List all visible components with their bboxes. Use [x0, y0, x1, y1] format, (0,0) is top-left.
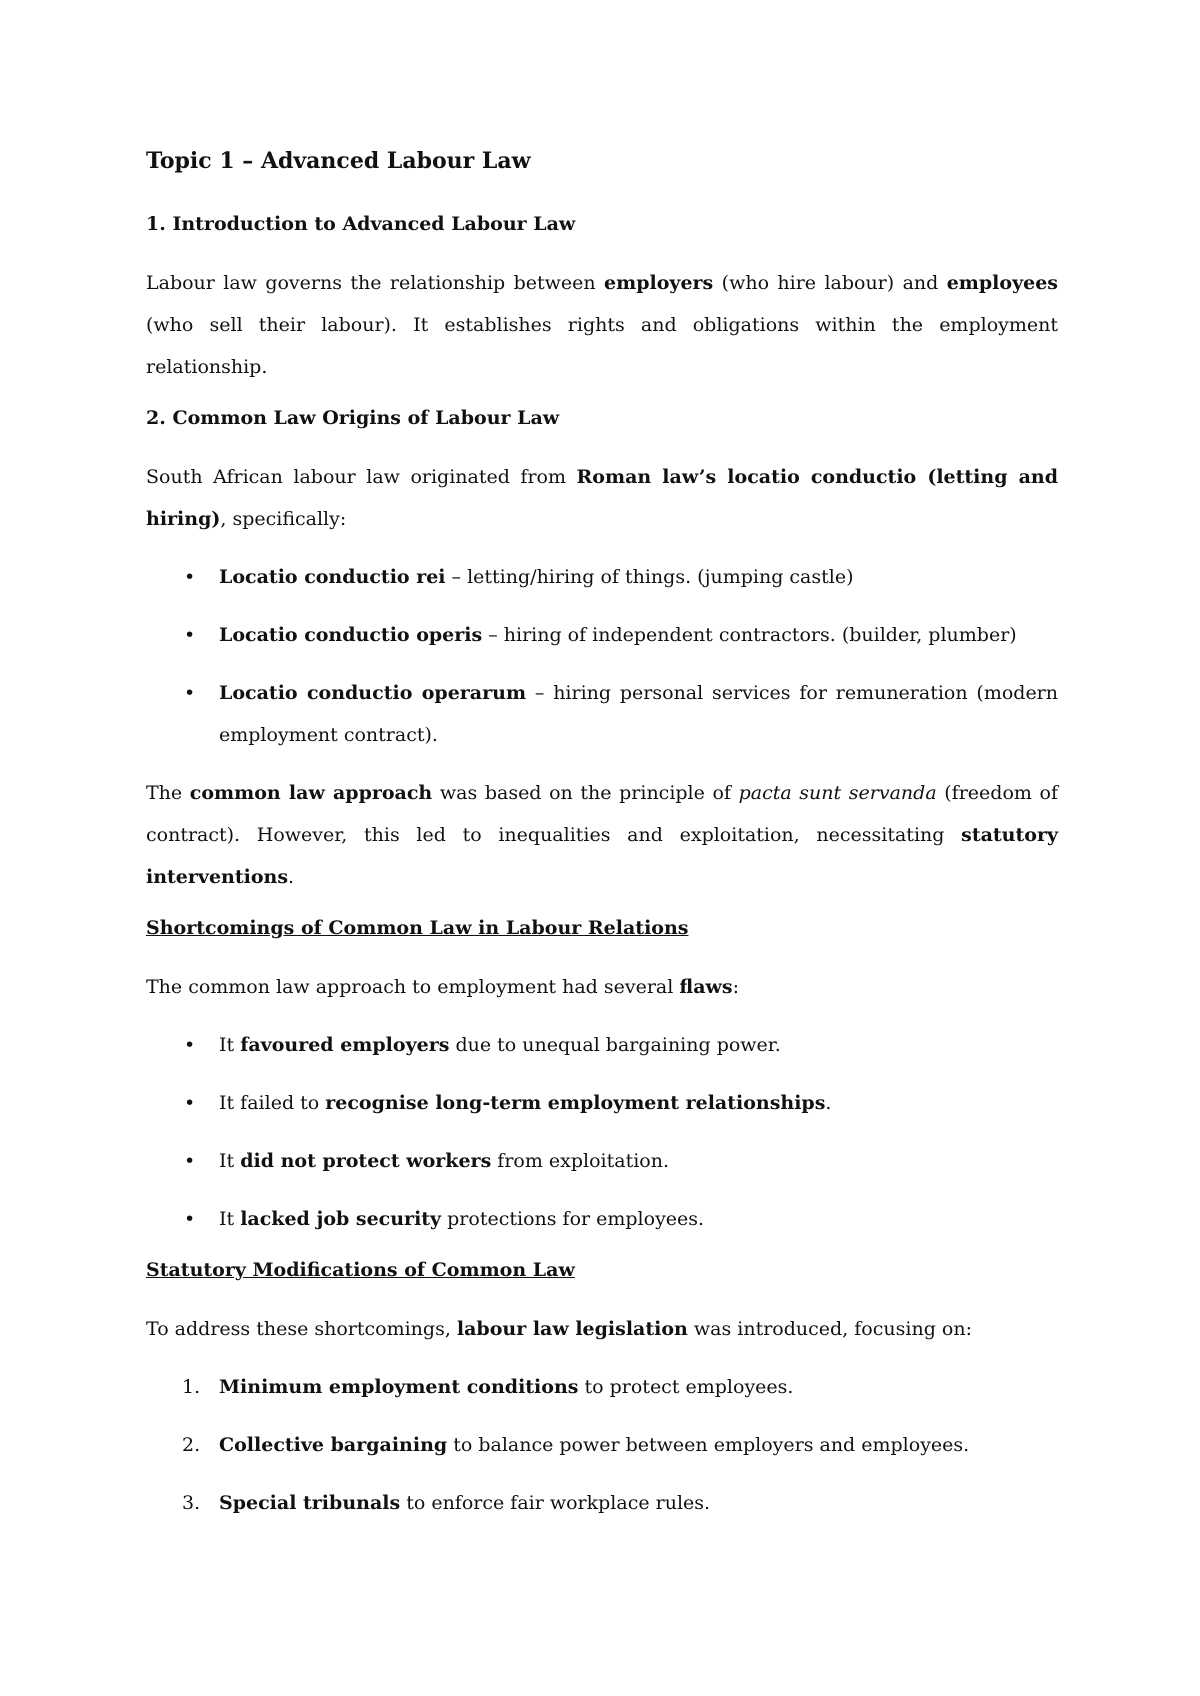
origins-paragraph: South African labour law originated from Roman law’s locatio conductio (letting and hiring), specifically:: [146, 466, 1059, 530]
list-item: 2. Collective bargaining to balance power between employers and employees.: [146, 1424, 1058, 1466]
number-marker: 2.: [182, 1434, 201, 1456]
bullet-marker: •: [184, 1092, 196, 1114]
document-title: Topic 1 – Advanced Labour Law: [146, 148, 531, 174]
statutory-paragraph: To address these shortcomings, labour law legislation was introduced, focusing on:: [146, 1318, 972, 1340]
bullet-marker: •: [184, 566, 196, 588]
section-heading-shortcomings: Shortcomings of Common Law in Labour Relations: [146, 917, 689, 939]
statutory-focus-list: [146, 1366, 1058, 1524]
common-law-approach-paragraph: The common law approach was based on the principle of pacta sunt servanda (freedom of contract). However, this led to inequalities and exploitation, necessitating statutory interventions.: [146, 782, 1058, 888]
list-item: • Locatio conductio rei – letting/hiring of things. (jumping castle): [146, 556, 1058, 598]
bullet-marker: •: [184, 624, 196, 646]
list-item: 1. Minimum employment conditions to protect employees.: [146, 1366, 1058, 1408]
introduction-paragraph: Labour law governs the relationship between employers (who hire labour) and employees (who sell their labour). It establishes rights and obligations within the employment relationship.: [146, 272, 1058, 378]
bullet-marker: •: [184, 1208, 196, 1230]
list-item: 3. Special tribunals to enforce fair workplace rules.: [146, 1482, 1058, 1524]
section-heading-statutory-modifications: Statutory Modifications of Common Law: [146, 1259, 575, 1281]
list-item: • Locatio conductio operis – hiring of independent contractors. (builder, plumber): [146, 614, 1058, 656]
list-item: • It did not protect workers from exploitation.: [146, 1140, 1058, 1182]
bullet-marker: •: [184, 1150, 196, 1172]
shortcomings-paragraph: The common law approach to employment had several flaws:: [146, 976, 739, 998]
bullet-marker: •: [184, 682, 196, 704]
shortcomings-list: [146, 1024, 1058, 1240]
list-item: • It favoured employers due to unequal bargaining power.: [146, 1024, 1058, 1066]
list-item: • Locatio conductio operarum – hiring personal services for remuneration (modern employment contract).: [146, 672, 1058, 756]
section-heading-common-law-origins: 2. Common Law Origins of Labour Law: [146, 407, 560, 429]
bullet-marker: •: [184, 1034, 196, 1056]
list-item: • It lacked job security protections for employees.: [146, 1198, 1058, 1240]
number-marker: 3.: [182, 1492, 201, 1514]
number-marker: 1.: [182, 1376, 201, 1398]
list-item: • It failed to recognise long-term employment relationships.: [146, 1082, 1058, 1124]
locatio-conductio-list: [146, 556, 1058, 756]
section-heading-introduction: 1. Introduction to Advanced Labour Law: [146, 213, 576, 235]
document-body: [146, 146, 1058, 1540]
